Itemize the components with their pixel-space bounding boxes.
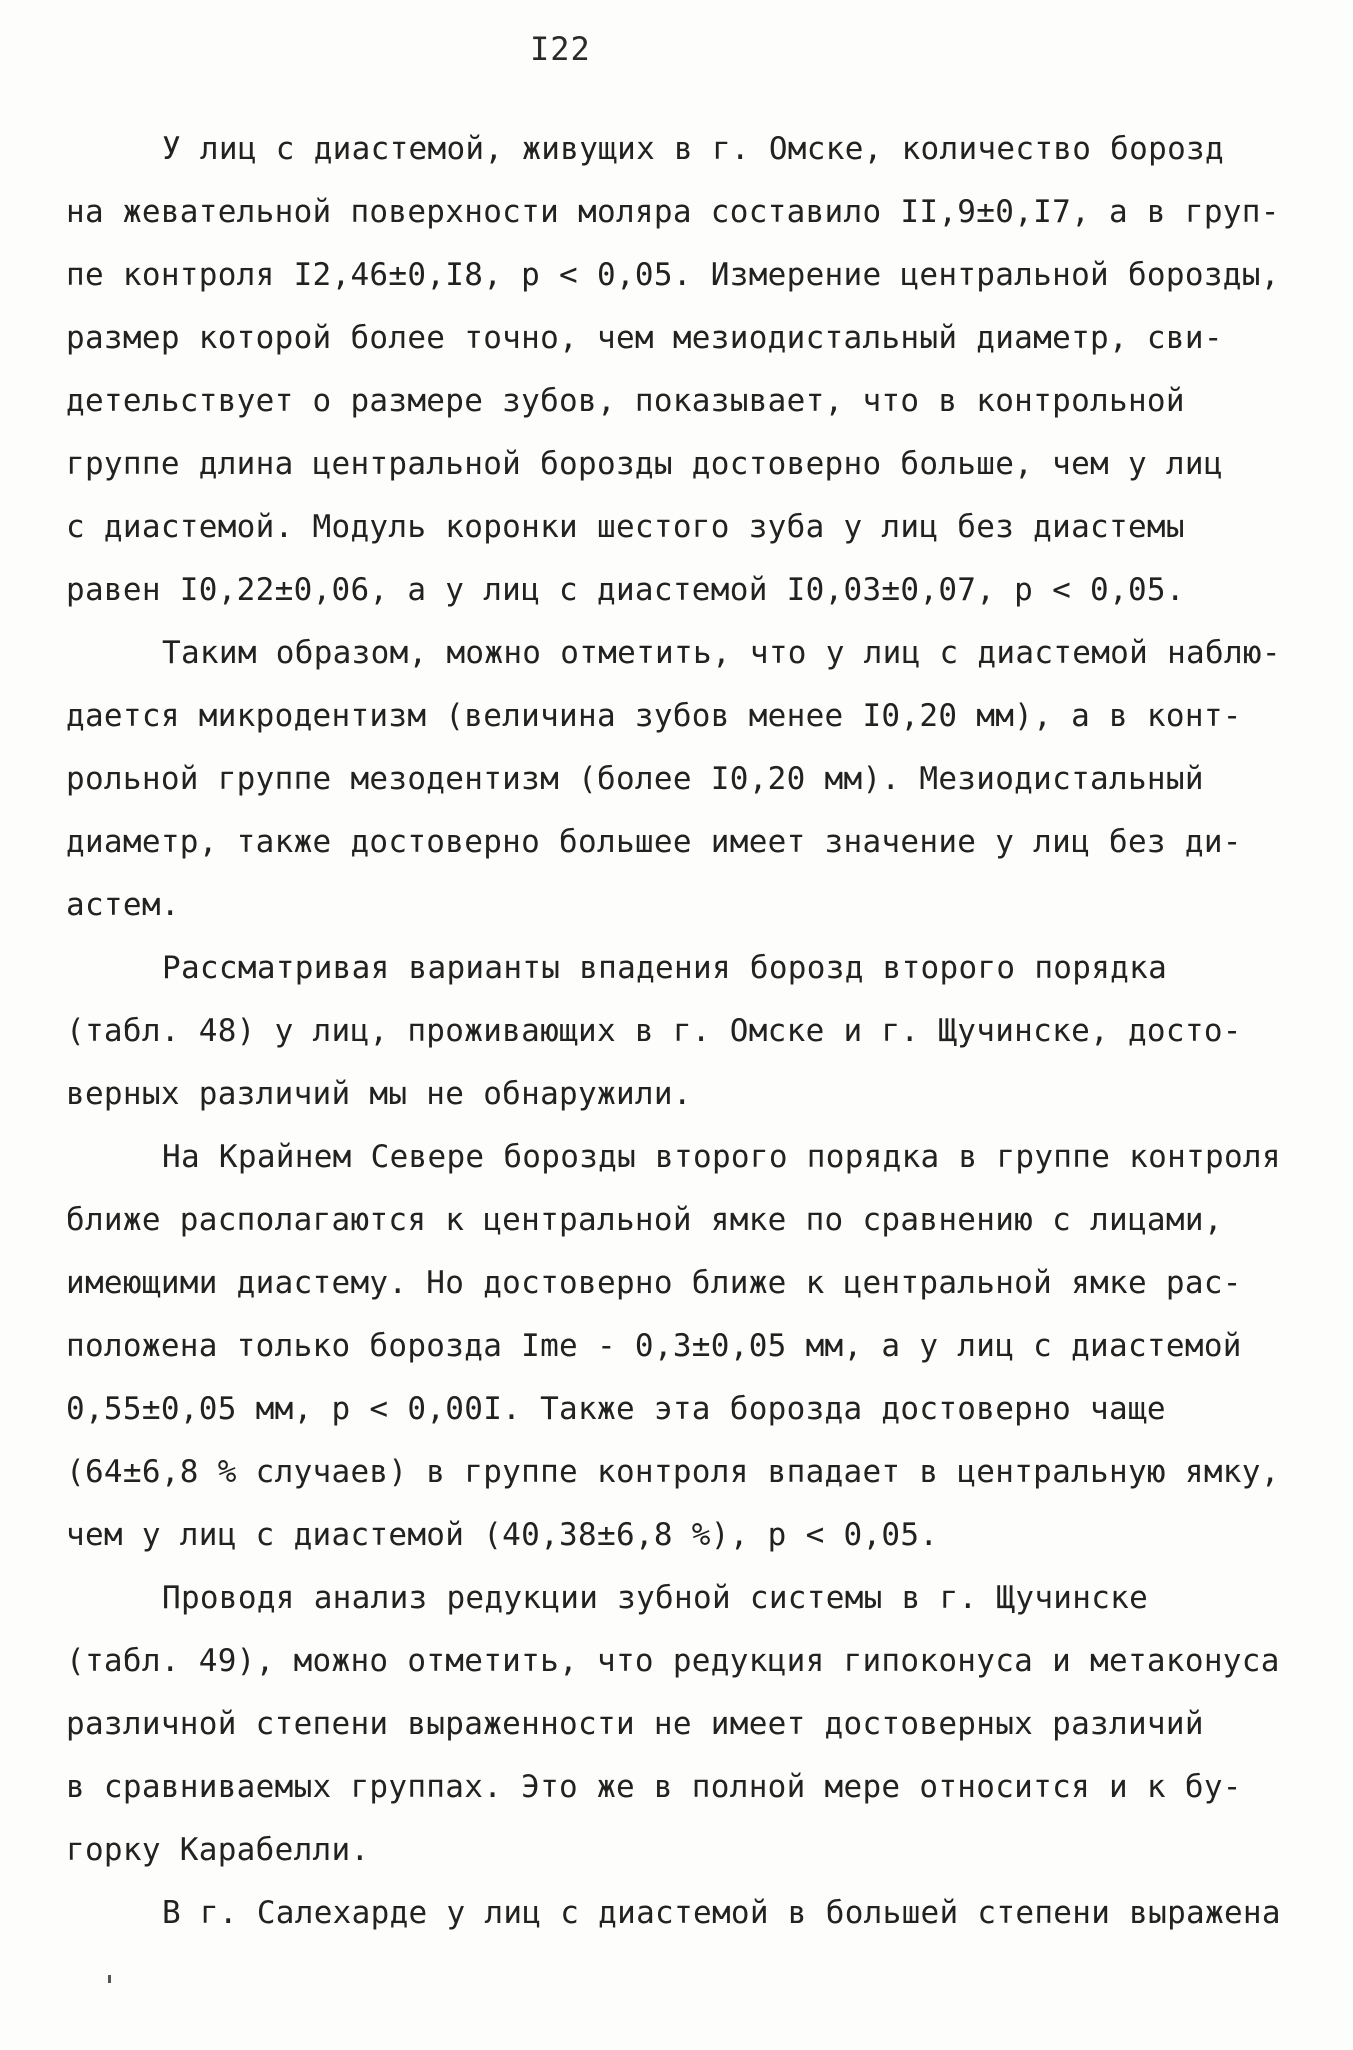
text-line: горку Карабелли. <box>66 1832 370 1868</box>
text-line: положена только борозда Ime - 0,3±0,05 мм, а у лиц с диастемой <box>66 1328 1242 1364</box>
text-line: диаметр, также достоверно большее имеет значение у лиц без ди- <box>66 824 1242 860</box>
text-line: Таким образом, можно отметить, что у лиц с диастемой наблю- <box>162 635 1281 671</box>
text-line: Проводя анализ редукции зубной системы в г. Щучинске <box>162 1580 1149 1616</box>
text-line: Рассматривая варианты впадения борозд второго порядка <box>162 950 1168 986</box>
page-number: I22 <box>530 30 591 68</box>
text-line: различной степени выраженности не имеет достоверных различий <box>66 1706 1204 1742</box>
text-line: на жевательной поверхности моляра составило II,9±0,I7, а в груп- <box>66 194 1280 230</box>
text-line: ближе располагаются к центральной ямке по сравнению с лицами, <box>66 1202 1223 1238</box>
text-line: в сравниваемых группах. Это же в полной мере относится и к бу- <box>66 1769 1242 1805</box>
text-line: чем у лиц с диастемой (40,38±6,8 %), р < 0,05. <box>66 1517 939 1553</box>
text-line: верных различий мы не обнаружили. <box>66 1076 692 1112</box>
text-line: дается микродентизм (величина зубов менее I0,20 мм), а в конт- <box>66 698 1242 734</box>
scan-speck <box>108 1975 111 1983</box>
text-line: имеющими диастему. Но достоверно ближе к центральной ямке рас- <box>66 1265 1242 1301</box>
text-line: рольной группе мезодентизм (более I0,20 мм). Мезиодистальный <box>66 761 1204 797</box>
text-line: детельствует о размере зубов, показывает, что в контрольной <box>66 383 1185 419</box>
text-line: размер которой более точно, чем мезиодистальный диаметр, сви- <box>66 320 1223 356</box>
text-line: 0,55±0,05 мм, р < 0,00I. Также эта борозда достоверно чаще <box>66 1391 1166 1427</box>
text-line: группе длина центральной борозды достоверно больше, чем у лиц <box>66 446 1223 482</box>
text-line: пе контроля I2,46±0,I8, р < 0,05. Измерение центральной борозды, <box>66 257 1280 293</box>
text-line: астем. <box>66 887 180 923</box>
text-line: У лиц с диастемой, живущих в г. Омске, количество борозд <box>162 131 1224 167</box>
text-line: с диастемой. Модуль коронки шестого зуба у лиц без диастемы <box>66 509 1185 545</box>
text-line: (табл. 48) у лиц, проживающих в г. Омске и г. Щучинске, досто- <box>66 1013 1242 1049</box>
text-line: (табл. 49), можно отметить, что редукция гипоконуса и метаконуса <box>66 1643 1280 1679</box>
text-line: равен I0,22±0,06, а у лиц с диастемой I0,03±0,07, р < 0,05. <box>66 572 1185 608</box>
text-line: (64±6,8 % случаев) в группе контроля впадает в центральную ямку, <box>66 1454 1280 1490</box>
text-line: В г. Салехарде у лиц с диастемой в большей степени выражена <box>162 1895 1281 1931</box>
text-line: На Крайнем Севере борозды второго порядка в группе контроля <box>162 1139 1281 1175</box>
body-text <box>66 118 1316 1945</box>
